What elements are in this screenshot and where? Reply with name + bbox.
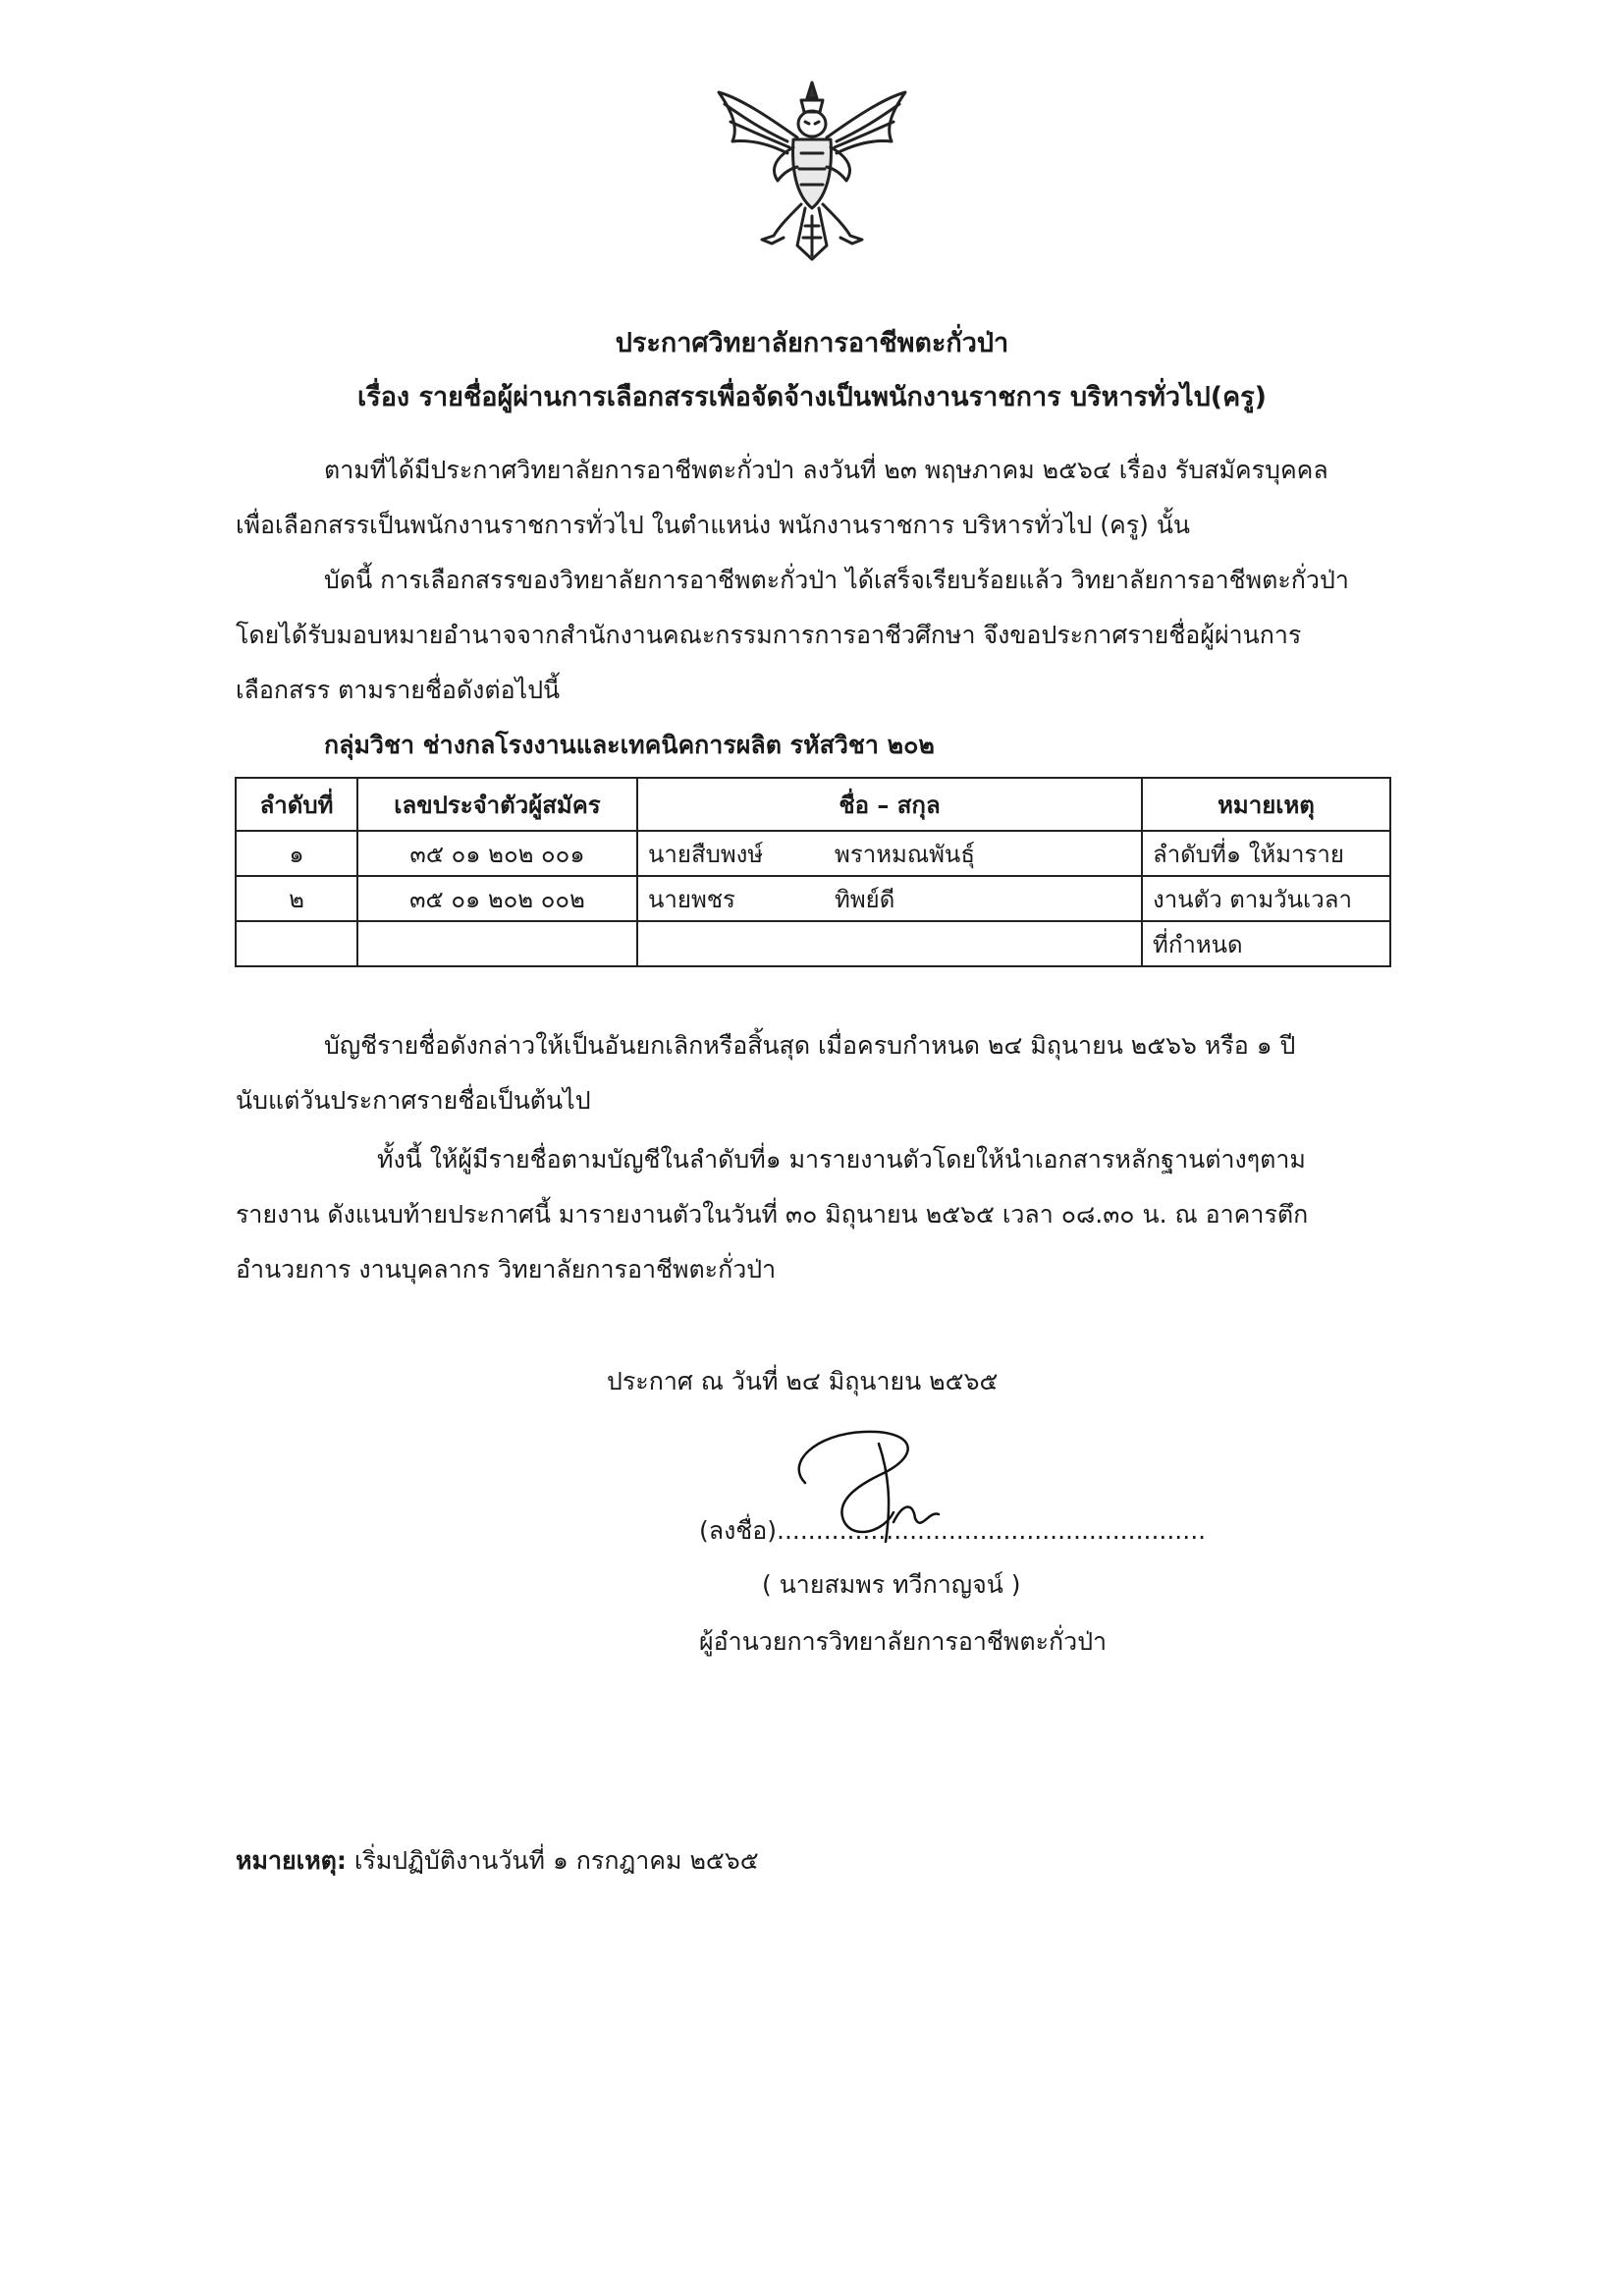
cell-full-name: [637, 831, 1142, 876]
paragraph-1-line-2: เพื่อเลือกสรรเป็นพนักงานราชการทั่วไป ในตำแหน่ง พนักงานราชการ บริหารทั่วไป (ครู) นั้น: [236, 511, 1191, 539]
footer-note: [236, 1844, 759, 1878]
paragraph-3-line-2: นับแต่วันประกาศรายชื่อเป็นต้นไป: [236, 1086, 591, 1115]
announcement-date: ประกาศ ณ วันที่ ๒๔ มิถุนายน ๒๕๖๕: [607, 1367, 999, 1395]
candidate-table: [235, 777, 1391, 967]
announcement-title: ประกาศวิทยาลัยการอาชีพตะกั่วป่า: [615, 328, 1009, 358]
paragraph-4-line-3: อำนวยการ งานบุคลากร วิทยาลัยการอาชีพตะกั่วป่า: [236, 1255, 777, 1284]
cell-remark: งานตัว ตามวันเวลา: [1142, 876, 1390, 921]
garuda-emblem-icon: [711, 79, 913, 263]
table-row: [236, 876, 1390, 921]
last-name: ทิพย์ดี: [835, 885, 895, 913]
cell-order: ๒: [236, 876, 357, 921]
paragraph-2-line-3: เลือกสรร ตามรายชื่อดังต่อไปนี้: [236, 676, 561, 704]
first-name: นายสืบพงษ์: [648, 840, 764, 868]
last-name: พราหมณพันธุ์: [835, 840, 975, 868]
col-header-full-name: ชื่อ – สกุล: [637, 778, 1142, 831]
table-row: [236, 921, 1390, 966]
paragraph-2-line-1: บัดนี้ การเลือกสรรของวิทยาลัยการอาชีพตะกั่วป่า ได้เสร็จเรียบร้อยแล้ว วิทยาลัยการอาชีพตะกั่วป่า: [324, 566, 1349, 594]
cell-full-name: [637, 921, 1142, 966]
paragraph-1-line-1: ตามที่ได้มีประกาศวิทยาลัยการอาชีพตะกั่วป่า ลงวันที่ ๒๓ พฤษภาคม ๒๕๖๔ เรื่อง รับสมัครบุคคล: [324, 456, 1328, 484]
cell-remark: ลำดับที่๑ ให้มาราย: [1142, 831, 1390, 876]
announcement-subject: เรื่อง รายชื่อผู้ผ่านการเลือกสรรเพื่อจัดจ้างเป็นพนักงานราชการ บริหารทั่วไป(ครู): [356, 382, 1268, 412]
cell-order: ๑: [236, 831, 357, 876]
col-header-applicant-id: เลขประจำตัวผู้สมัคร: [357, 778, 637, 831]
note-label: หมายเหตุ:: [236, 1846, 347, 1875]
col-header-remark: หมายเหตุ: [1142, 778, 1390, 831]
signer-name: ( นายสมพร ทวีกาญจน์ ): [762, 1570, 1021, 1599]
paragraph-4-line-2: รายงาน ดังแนบท้ายประกาศนี้ มารายงานตัวในวันที่ ๓๐ มิถุนายน ๒๕๖๕ เวลา ๐๘.๓๐ น. ณ อาคารตึก: [236, 1200, 1309, 1229]
cell-applicant-id: [357, 921, 637, 966]
signer-position: ผู้อำนวยการวิทยาลัยการอาชีพตะกั่วป่า: [699, 1627, 1108, 1656]
subject-group-heading: กลุ่มวิชา ช่างกลโรงงานและเทคนิคการผลิต รหัสวิชา ๒๐๒: [324, 731, 935, 759]
col-header-order: ลำดับที่: [236, 778, 357, 831]
cell-applicant-id: ๓๕ ๐๑ ๒๐๒ ๐๐๒: [357, 876, 637, 921]
first-name: นายพชร: [648, 885, 735, 913]
table-header-row: [236, 778, 1390, 831]
cell-order: [236, 921, 357, 966]
cell-applicant-id: ๓๕ ๐๑ ๒๐๒ ๐๐๑: [357, 831, 637, 876]
paragraph-3-line-1: บัญชีรายชื่อดังกล่าวให้เป็นอันยกเลิกหรือสิ้นสุด เมื่อครบกำหนด ๒๔ มิถุนายน ๒๕๖๖ หรือ ๑ ปี: [324, 1031, 1296, 1060]
signature-line: (ลงชื่อ).......................................................: [699, 1516, 1207, 1545]
note-text: เริ่มปฏิบัติงานวันที่ ๑ กรกฎาคม ๒๕๖๕: [346, 1846, 759, 1875]
cell-full-name: [637, 876, 1142, 921]
table-row: [236, 831, 1390, 876]
cell-remark: ที่กำหนด: [1142, 921, 1390, 966]
paragraph-2-line-2: โดยได้รับมอบหมายอำนาจจากสำนักงานคณะกรรมการการอาชีวศึกษา จึงขอประกาศรายชื่อผู้ผ่านการ: [236, 621, 1302, 649]
paragraph-4-line-1: ทั้งนี้ ให้ผู้มีรายชื่อตามบัญชีในลำดับที่๑ มารายงานตัวโดยให้นำเอกสารหลักฐานต่างๆตาม: [377, 1145, 1306, 1174]
